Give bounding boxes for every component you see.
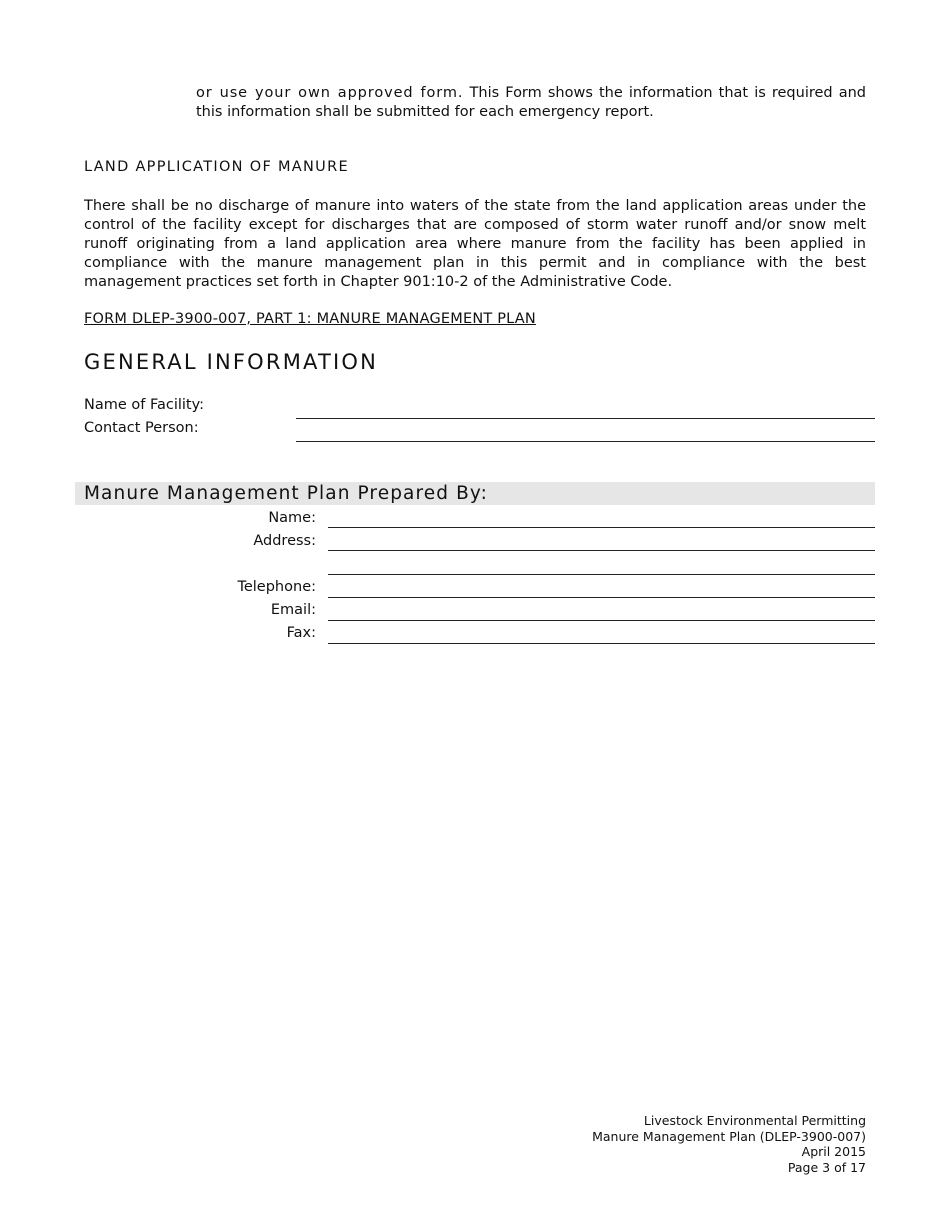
preparer-fax-label: Fax: bbox=[286, 625, 316, 641]
facility-name-label: Name of Facility: bbox=[84, 397, 205, 413]
preparer-telephone-field[interactable] bbox=[328, 597, 875, 598]
general-information-heading: GENERAL INFORMATION bbox=[84, 350, 379, 374]
land-application-title: LAND APPLICATION OF MANURE bbox=[84, 159, 349, 175]
preparer-telephone-label: Telephone: bbox=[237, 579, 316, 595]
facility-name-field[interactable] bbox=[296, 418, 875, 419]
intro-paragraph bbox=[196, 84, 866, 122]
intro-spaced-text: or use your own approved form. bbox=[196, 85, 464, 101]
footer-program: Livestock Environmental Permitting bbox=[643, 1113, 866, 1128]
preparer-name-label: Name: bbox=[268, 510, 316, 526]
preparer-address-field-line2[interactable] bbox=[328, 574, 875, 575]
prepared-by-bar bbox=[75, 482, 875, 505]
footer-page-number: Page 3 of 17 bbox=[787, 1159, 866, 1175]
intro-rest-text: This Form shows the information that is required and this information shall be submitted for each emergency report. bbox=[196, 85, 866, 120]
preparer-email-label: Email: bbox=[270, 602, 316, 618]
preparer-address-field[interactable] bbox=[328, 550, 875, 551]
footer-document-title: Manure Management Plan (DLEP-3900-007) bbox=[592, 1128, 866, 1144]
footer-date: April 2015 bbox=[801, 1144, 866, 1159]
preparer-address-label: Address: bbox=[253, 533, 316, 549]
page-footer bbox=[592, 1113, 866, 1175]
contact-person-field[interactable] bbox=[296, 441, 875, 442]
contact-person-label: Contact Person: bbox=[84, 420, 199, 436]
preparer-name-field[interactable] bbox=[328, 527, 875, 528]
preparer-email-field[interactable] bbox=[328, 620, 875, 621]
land-application-paragraph: There shall be no discharge of manure into waters of the state from the land application areas under the control of the facility except for discharges that are composed of storm water runoff and/or snow melt runoff originating from a land application area where manure from the facility has been applied in compliance with the manure management plan in this permit and in compliance with the best management practices set forth in Chapter 901:10-2 of the Administrative Code. bbox=[84, 198, 866, 290]
form-reference: FORM DLEP-3900-007, PART 1: MANURE MANAGEMENT PLAN bbox=[84, 311, 536, 327]
prepared-by-heading: Manure Management Plan Prepared By: bbox=[84, 483, 488, 504]
preparer-fax-field[interactable] bbox=[328, 643, 875, 644]
